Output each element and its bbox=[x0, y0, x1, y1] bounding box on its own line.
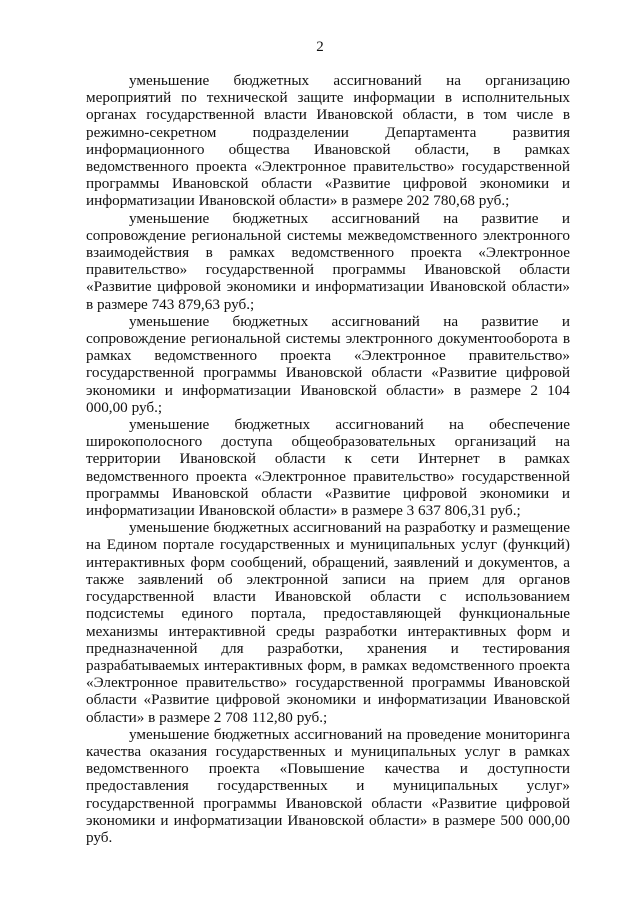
paragraph-document-flow: уменьшение бюджетных ассигнований на развитие и сопровождение региональной системы электронного документооборота в рамках ведомственного проекта «Электронное правительство» государственной программы Ивановской области «Развитие цифровой экономики и информатизации Ивановской области» в размере 2 104 000,00 руб.; bbox=[86, 312, 570, 416]
paragraph-interagency-interaction: уменьшение бюджетных ассигнований на развитие и сопровождение региональной системы межведомственного электронного взаимодействия в рамках ведомственного проекта «Электронное правительство» государственной программы Ивановской области «Развитие цифровой экономики и информатизации Ивановской области» в размере 743 879,63 руб.; bbox=[86, 209, 570, 313]
paragraph-broadband-access: уменьшение бюджетных ассигнований на обеспечение широкополосного доступа общеобразовательных организаций на территории Ивановской области к сети Интернет в рамках ведомственного проекта «Электронное правительство» государственной программы Ивановской области «Развитие цифровой экономики и информатизации Ивановской области» в размере 3 637 806,31 руб.; bbox=[86, 416, 570, 520]
paragraph-service-quality-monitoring: уменьшение бюджетных ассигнований на проведение мониторинга качества оказания государственных и муниципальных услуг в рамках ведомственного проекта «Повышение качества и доступности предоставления государственных и муниципальных услуг» государственной программы Ивановской области «Развитие цифровой экономики и информатизации Ивановской области» в размере 500 000,00 руб. bbox=[86, 725, 570, 846]
paragraph-interactive-forms: уменьшение бюджетных ассигнований на разработку и размещение на Едином портале государственных и муниципальных услуг (функций) интерактивных форм сообщений, обращений, заявлений и документов, а также заявлений об электронной записи на прием для органов государственной власти Ивановской области с использованием подсистемы единого портала, предоставляющей функциональные механизмы интерактивной среды разработки интерактивных форм и предназначенной для разработки, хранения и тестирования разрабатываемых интерактивных форм, в рамках ведомственного проекта «Электронное правительство» государственной программы Ивановской области «Развитие цифровой экономики и информатизации Ивановской области» в размере 2 708 112,80 руб.; bbox=[86, 519, 570, 726]
document-body bbox=[86, 72, 570, 846]
page-number: 2 bbox=[316, 39, 324, 55]
paragraph-info-protection: уменьшение бюджетных ассигнований на организацию мероприятий по технической защите информации в исполнительных органах государственной власти Ивановской области, в том числе в режимно-секретном подразделении Департамента развития информационного общества Ивановской области, в рамках ведомственного проекта «Электронное правительство» государственной программы Ивановской области «Развитие цифровой экономики и информатизации Ивановской области» в размере 202 780,68 руб.; bbox=[86, 72, 570, 210]
